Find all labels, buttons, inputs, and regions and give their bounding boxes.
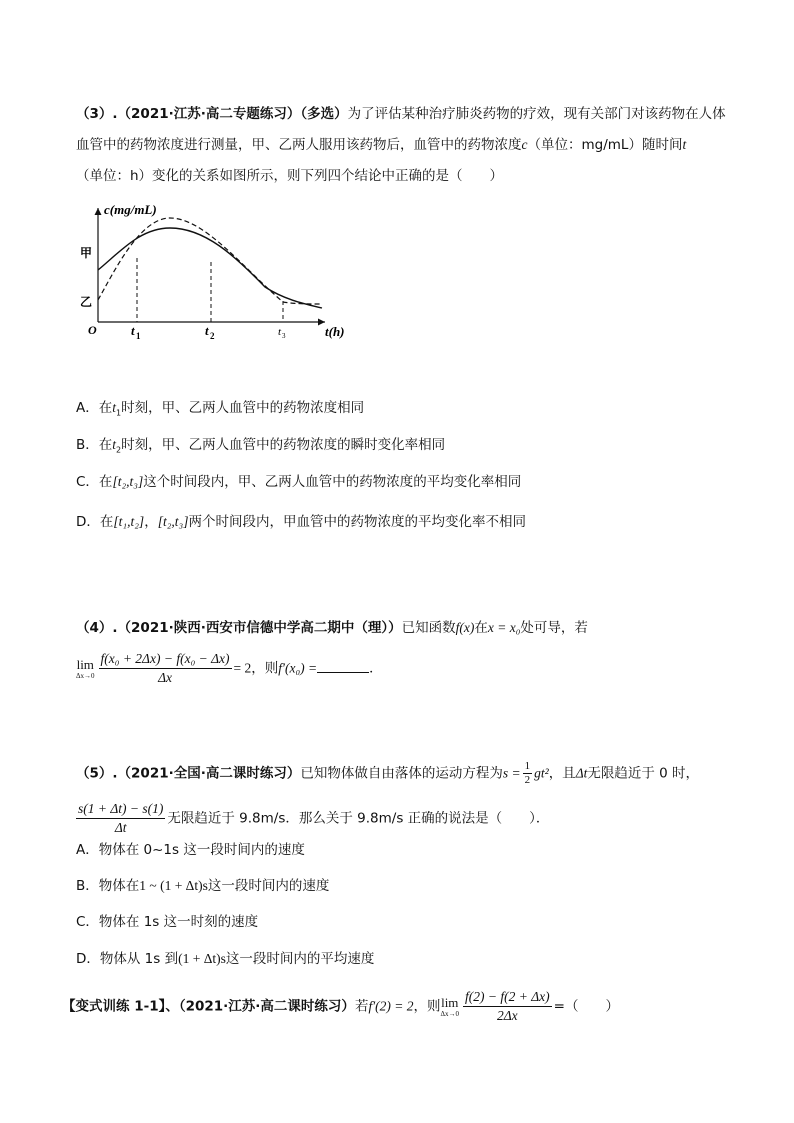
q5-option-c-text: C．物体在 1s 这一时刻的速度 (76, 914, 259, 930)
option-a-var: t (112, 400, 117, 415)
q5-fraction (76, 800, 165, 837)
q3-option-b (76, 435, 445, 461)
q4-answer-blank[interactable] (317, 658, 369, 673)
q3-line-1 (76, 104, 726, 124)
label-jia: 甲 (80, 246, 93, 260)
q4-denominator: Δx (158, 670, 172, 685)
q3-line-3 (76, 166, 503, 186)
variant-source: 、（2021·江苏·高二课时练习） (165, 998, 355, 1015)
q3-stem-1: 为了评估某种治疗肺炎药物的疗效，现有关部门对该药物在人体 (347, 106, 726, 122)
q5-numerator: s(1 + Δt) − s(1) (76, 800, 165, 819)
q5-number: （5）. (76, 765, 118, 782)
t1-label: t (131, 323, 135, 338)
t2-label: t (205, 323, 209, 338)
t2-sub: 2 (210, 331, 215, 341)
curve-jia (98, 228, 322, 308)
option-b-sub: 2 (116, 445, 122, 455)
q4-line-2 (76, 650, 383, 687)
q5-gt2: gt² (534, 765, 549, 781)
q3-source: （2021·江苏·高二专题练习） (117, 106, 301, 122)
q5-option-d-expr: (1 + Δt)s (178, 951, 226, 966)
variant-stem-1: 若 (354, 998, 369, 1015)
option-a-prefix: A．在 (76, 400, 113, 416)
q4-number: （4）. (76, 620, 118, 636)
q4-stem-3: 处可导，若 (520, 620, 588, 636)
t1-sub: 1 (136, 331, 141, 341)
variant-denominator: 2Δx (496, 1008, 518, 1023)
variant-lim-text: lim (441, 994, 459, 1010)
label-yi: 乙 (80, 295, 93, 309)
q4-end: ． (369, 660, 383, 677)
y-axis-label: c(mg/mL) (104, 202, 157, 217)
q4-stem-1: 已知函数 (401, 620, 456, 636)
option-b-var: t (112, 437, 117, 452)
option-d-interval-1: [t₁,t₂] (113, 514, 145, 529)
q4-fraction (99, 650, 232, 687)
q4-equals: = 2 (233, 660, 252, 676)
q4-cond: x = x₀ (487, 620, 521, 635)
q5-option-b (76, 876, 329, 896)
q4-then: ，则 (251, 660, 279, 677)
q5-option-a (76, 840, 305, 860)
q3-unit-c: （单位：mg/mL）随时间 (527, 137, 683, 153)
q5-option-c (76, 912, 258, 932)
option-b-text: 时刻，甲、乙两人血管中的药物浓度的瞬时变化率相同 (121, 437, 446, 453)
q4-lim-sub: Δx→0 (76, 671, 95, 680)
t3-sub: 3 (282, 332, 286, 340)
option-d-prefix: D．在 (76, 514, 114, 530)
option-d-text: 两个时间段内，甲血管中的药物浓度的平均变化率不相同 (188, 514, 526, 530)
q5-half-num: 1 (524, 760, 531, 772)
x-axis-label: t(h) (325, 324, 345, 339)
q5-half (523, 760, 533, 787)
q4-lim-text: lim (76, 656, 94, 672)
variant-label: 【变式训练 1-1】 (62, 998, 166, 1015)
variant-stem-2: ，则 (413, 998, 441, 1015)
q5-option-a-text: A．物体在 0~1s 这一段时间内的速度 (76, 842, 305, 858)
q5-s-eq: s = (502, 765, 521, 781)
concentration-graph (76, 196, 366, 346)
option-d-sep: ， (144, 514, 158, 530)
q4-fx: f(x) (455, 620, 475, 635)
q5-dt: Δt (575, 765, 588, 781)
variant-equals: =（ ） (553, 998, 619, 1015)
variant-fraction (463, 988, 552, 1025)
q5-option-d (76, 949, 374, 969)
option-a-sub: 1 (116, 408, 122, 418)
q4-derivative: f′(x₀) = (278, 660, 318, 676)
option-a-text: 时刻，甲、乙两人血管中的药物浓度相同 (121, 400, 365, 416)
q4-source: （2021·陕西·西安市信德中学高二期中（理）） (117, 620, 402, 636)
origin-label: O (88, 323, 97, 337)
q5-option-d-prefix: D．物体从 1s 到 (76, 951, 179, 967)
q4-numerator: f(x₀ + 2Δx) − f(x₀ − Δx) (99, 650, 232, 669)
q4-stem-2: 在 (474, 620, 488, 636)
q5-stem-1: 已知物体做自由落体的运动方程为 (300, 765, 503, 782)
option-c-text: 这个时间段内，甲、乙两人血管中的药物浓度的平均变化率相同 (143, 474, 522, 490)
variant-cond: f′(2) = 2 (368, 998, 414, 1014)
q3-type: （多选） (300, 106, 348, 122)
q5-stem-2: ，且 (548, 765, 576, 782)
option-b-prefix: B．在 (76, 437, 113, 453)
variant-limit (441, 996, 460, 1018)
q3-stem-2: 血管中的药物浓度进行测量，甲、乙两人服用该药物后，血管中的药物浓度 (76, 137, 522, 153)
t3-label: t (278, 326, 282, 338)
q4-line-1 (76, 618, 588, 638)
q3-line-2 (76, 135, 686, 155)
q5-option-b-prefix: B．物体在 (76, 878, 140, 894)
q5-denominator: Δt (114, 820, 127, 835)
q5-option-b-text: 这一段时间内的速度 (207, 878, 330, 894)
option-c-interval: [t₂,t₃] (112, 474, 144, 489)
q3-number: （3）. (76, 106, 118, 122)
variant-lim-sub: Δx→0 (440, 1009, 460, 1018)
q5-line-2 (76, 800, 549, 837)
q5-line-1 (76, 760, 699, 787)
q3-option-d (76, 512, 526, 532)
q5-stem-3: 无限趋近于 0 时， (587, 765, 700, 782)
q4-limit (76, 658, 95, 680)
variant-numerator: f(2) − f(2 + Δx) (463, 988, 552, 1007)
q5-stem-4: 无限趋近于 9.8m/s．那么关于 9.8m/s 正确的说法是（ ）． (167, 810, 550, 827)
q3-option-a (76, 398, 364, 424)
curve-yi (98, 218, 322, 304)
q5-source: （2021·全国·高二课时练习） (117, 765, 301, 782)
variant-line (62, 988, 619, 1025)
q5-option-b-expr: 1 ~ (1 + Δt)s (139, 878, 208, 893)
q5-half-den: 2 (524, 774, 531, 786)
q5-option-d-text: 这一段时间内的平均速度 (225, 951, 375, 967)
option-c-prefix: C．在 (76, 474, 113, 490)
q3-stem-3: （单位：h）变化的关系如图所示，则下列四个结论中正确的是（ ） (76, 168, 504, 184)
option-d-interval-2: [t₂,t₃] (157, 514, 189, 529)
q3-var-t: t (682, 137, 687, 152)
q3-option-c (76, 472, 521, 492)
q3-var-c: c (521, 137, 528, 152)
